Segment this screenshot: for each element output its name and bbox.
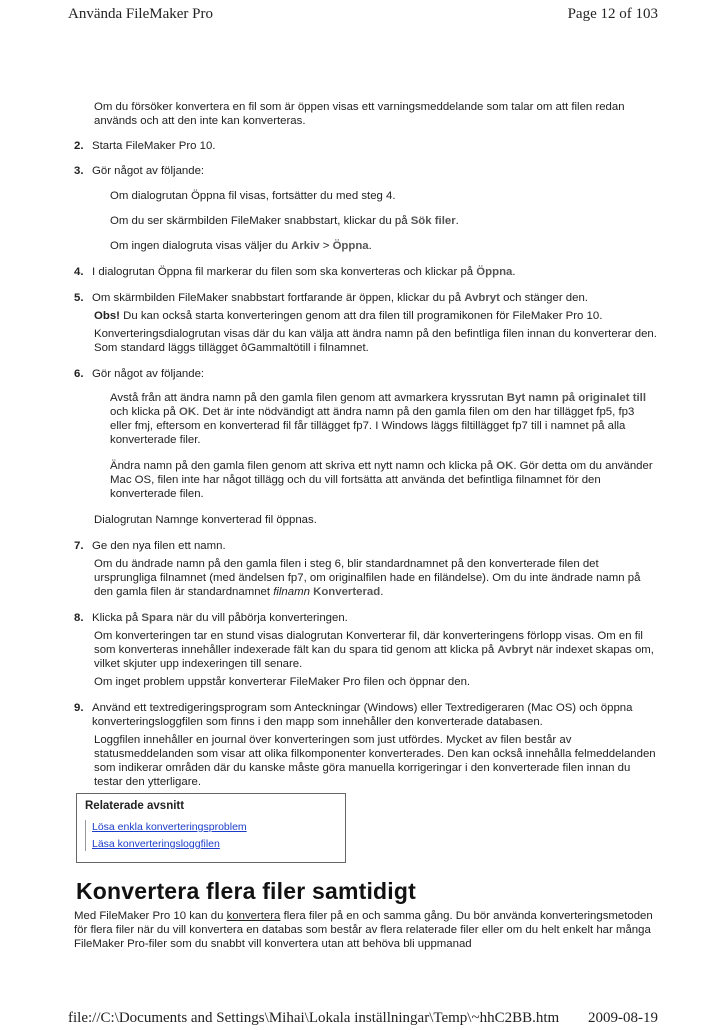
intro-note: Om du försöker konvertera en fil som är öppen visas ett varningsmeddelande som talar om att filen redan används och att den inte kan konverteras. (94, 101, 625, 127)
main-content (68, 100, 658, 789)
step-9 (68, 701, 658, 729)
ui-term: Byt namn på originalet till (506, 392, 647, 404)
obs-note: Obs! Du kan också starta konverteringen genom att dra filen till programikonen för FileMaker Pro 10. (94, 310, 603, 322)
ui-term: Avbryt (464, 292, 500, 304)
ui-term: Konverterad (309, 586, 381, 598)
step-5: 5. Om skärmbilden FileMaker snabbstart fortfarande är öppen, klickar du på Avbryt och stänger den. (74, 292, 588, 304)
ui-term: Arkiv (291, 240, 320, 252)
option-text: Avstå från att ändra namn på den gamla filen genom att avmarkera kryssrutan Byt namn på originalet till och klicka på OK. Det är inte nödvändigt att ändra namn på den gamla filen om den har tillägget fp5, fp3 eller fmj, eftersom en konverterad fil får tillägget fp7. I Windows läggs filtillägget fp7 till i namnet på alla konverterade filer. (110, 392, 647, 446)
option-text: Ändra namn på den gamla filen genom att skriva ett nytt namn och klicka på OK. Gör detta om du använder Mac OS, filen inte har något tillägg och du vill fortsätta att använda det befintliga filnamnet för den konverterade filen. (110, 460, 653, 500)
italic-term: filnamn (273, 586, 310, 598)
related-link-troubleshoot[interactable]: Lösa enkla konverteringsproblem (92, 821, 247, 833)
step-text: Ge den nya filen ett namn. (92, 540, 226, 552)
step-3 (68, 164, 658, 178)
step-note: Konverteringsdialogrutan visas där du kan välja att ändra namn på den befintliga filen innan du konverterar den. Som standard läggs tillägget ôGammaltötill i filnamnet. (94, 328, 657, 354)
step-7 (68, 539, 658, 553)
step-6 (68, 367, 658, 381)
print-date: 2009-08-19 (588, 1010, 658, 1026)
glossary-link-konvertera[interactable]: konvertera (226, 910, 281, 922)
page-header (68, 6, 658, 26)
step-number: 6. (74, 368, 84, 380)
step-number: 2. (74, 140, 84, 152)
step-text: Använd ett textredigeringsprogram som Anteckningar (Windows) eller Textredigeraren (Mac OS) och öppna konverteringsloggfilen som finns i den mapp som innehåller den konverterade databasen. (92, 702, 633, 728)
ui-term: OK (179, 406, 197, 418)
step-number: 3. (74, 165, 84, 177)
obs-label: Obs! (94, 310, 120, 322)
step-number: 7. (74, 540, 84, 552)
step-number: 9. (74, 702, 84, 714)
step-text: Gör något av följande: (92, 368, 205, 380)
step-text: Gör något av följande: (92, 165, 205, 177)
related-topics-list (85, 820, 332, 851)
option-text: Om ingen dialogruta visas väljer du Arkiv > Öppna. (110, 240, 372, 252)
step-4: 4. I dialogrutan Öppna fil markerar du filen som ska konverteras och klickar på Öppna. (74, 266, 516, 278)
related-link-logfile[interactable]: Läsa konverteringsloggfilen (92, 838, 220, 850)
step-number: 8. (74, 612, 84, 624)
section-heading: Konvertera flera filer samtidigt (76, 878, 417, 904)
step-8: 8. Klicka på Spara när du vill påbörja konverteringen. (74, 612, 348, 624)
ui-term: Öppna (476, 266, 513, 278)
page-footer (68, 1010, 658, 1030)
related-topics-box (76, 793, 346, 863)
section-intro: Med FileMaker Pro 10 kan du konvertera flera filer på en och samma gång. Du bör använda konverteringsmetoden för flera filer när du vill konvertera en databas som består av flera relaterade filer eller om du helt enkelt har många FileMaker Pro-filer som du snabbt vill konvertera utan att behöva bli uppmanad (74, 910, 653, 950)
ui-term: Sök filer (410, 215, 456, 227)
ui-term: Öppna (332, 240, 369, 252)
file-path: file://C:\Documents and Settings\Mihai\Lokala inställningar\Temp\~hhC2BB.htm (68, 1010, 560, 1026)
step-note: Loggfilen innehåller en journal över konverteringen som just utfördes. Mycket av filen består av statusmeddelanden som visar att olika filkomponenter konverterades. Den kan också innehålla felmeddelanden som indikerar områden där du kanske måste göra manuella korrigeringar i den konverterade filen innan du testar den ytterligare. (94, 734, 656, 788)
document-title: Använda FileMaker Pro (68, 6, 213, 22)
option-text: Om du ser skärmbilden FileMaker snabbstart, klickar du på Sök filer. (110, 215, 459, 227)
option-text: Om dialogrutan Öppna fil visas, fortsätter du med steg 4. (110, 190, 396, 202)
ui-term: OK (496, 460, 514, 472)
step-note: Om inget problem uppstår konverterar FileMaker Pro filen och öppnar den. (94, 676, 471, 688)
step-text: Starta FileMaker Pro 10. (92, 140, 216, 152)
step-note: Dialogrutan Namnge konverterad fil öppnas. (94, 514, 317, 526)
step-note: Om du ändrade namn på den gamla filen i steg 6, blir standardnamnet på den konverterade filen det ursprungliga filnamnet (med ändelsen fp7, om originalfilen hade en filändelse). Om du inte ändrade namn på den gamla filen är standardnamnet filnamn Konverterad. (94, 558, 641, 598)
related-topics-title: Relaterade avsnitt (85, 800, 185, 812)
step-number: 5. (74, 292, 84, 304)
step-2 (68, 139, 658, 153)
step-number: 4. (74, 266, 84, 278)
ui-term: Spara (141, 612, 174, 624)
page-number: Page 12 of 103 (567, 6, 658, 22)
step-note: Om konverteringen tar en stund visas dialogrutan Konverterar fil, där konverteringens förlopp visas. Om en fil som konverteras innehåller indexerade fält kan du spara tid genom att klicka på Avbryt när indexet skapas om, vilket skjuter upp indexeringen till senare. (94, 630, 654, 670)
ui-term: Avbryt (497, 644, 533, 656)
